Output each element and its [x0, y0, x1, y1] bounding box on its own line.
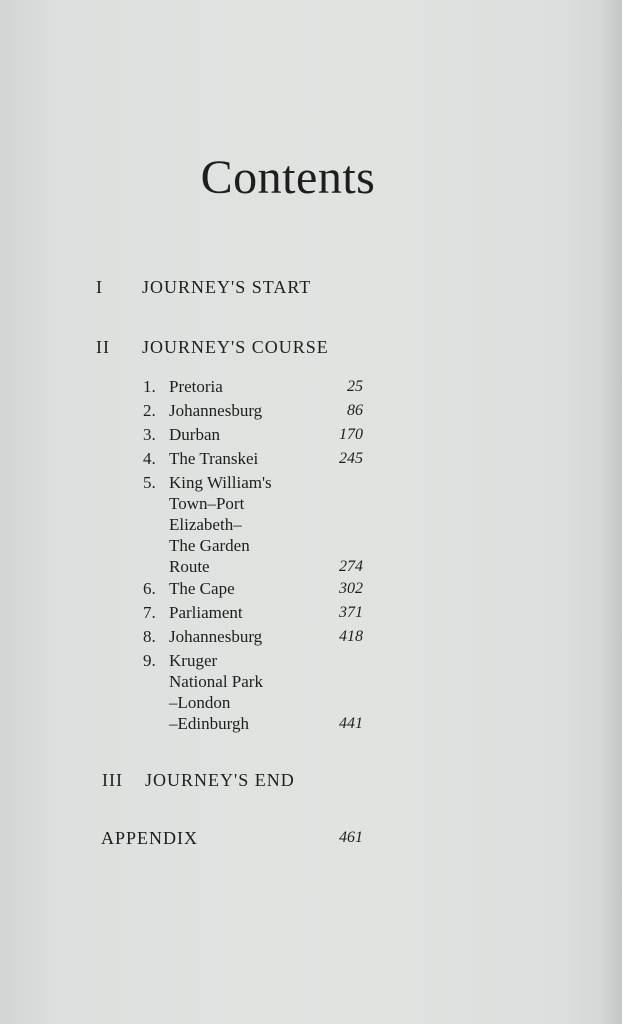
- chapter-title-line: Johannesburg: [169, 401, 263, 420]
- part-title: JOURNEY'S START: [142, 277, 312, 297]
- chapter-number: 1.: [143, 377, 156, 396]
- chapter-title: [169, 650, 299, 734]
- chapter-title: [169, 400, 299, 421]
- chapter-title-line: –Edinburgh: [169, 714, 249, 733]
- chapter-number: 6.: [143, 579, 156, 598]
- chapter-number: 4.: [143, 449, 156, 468]
- chapter-title-line: Pretoria: [169, 377, 223, 396]
- page-number: 170: [339, 426, 363, 443]
- toc-entry: [143, 650, 363, 734]
- page-number: 25: [347, 378, 363, 395]
- chapter-title-line: –London: [169, 693, 231, 712]
- chapter-title-line: Johannesburg: [169, 627, 263, 646]
- chapter-title: [169, 376, 299, 397]
- chapter-title-line: Kruger: [169, 651, 218, 670]
- chapter-number: 8.: [143, 627, 156, 646]
- toc-entry: [143, 472, 363, 577]
- chapter-title-line: Parliament: [169, 603, 243, 622]
- chapter-title: [169, 626, 299, 647]
- chapter-title-line: National Park: [169, 672, 263, 691]
- chapter-number: 7.: [143, 603, 156, 622]
- page-number: 441: [339, 715, 363, 732]
- page-edge-shadow: [600, 0, 622, 1024]
- appendix-page-number: 461: [339, 829, 363, 846]
- chapter-title-line: The Cape: [169, 579, 235, 598]
- page-number: 245: [339, 450, 363, 467]
- chapter-title-line: King William's: [169, 473, 272, 492]
- chapter-title-line: The Transkei: [169, 449, 259, 468]
- page-number: 418: [339, 628, 363, 645]
- chapter-title-line: Route: [169, 557, 210, 576]
- page-number: 274: [339, 558, 363, 575]
- page-number: 371: [339, 604, 363, 621]
- chapter-title-line: Elizabeth–: [169, 515, 242, 534]
- chapter-title: [169, 578, 299, 599]
- part-numeral: I: [96, 277, 103, 297]
- chapter-number: 3.: [143, 425, 156, 444]
- page-number: 302: [339, 580, 363, 597]
- chapter-title: [169, 424, 299, 445]
- page-number: 86: [347, 402, 363, 419]
- appendix-label: APPENDIX: [101, 828, 199, 848]
- part-numeral: III: [102, 770, 123, 790]
- chapter-title-line: Town–Port: [169, 494, 245, 513]
- chapter-title-line: The Garden: [169, 536, 250, 555]
- page-title: Contents: [200, 151, 376, 204]
- part-title: JOURNEY'S COURSE: [142, 337, 329, 357]
- part-title: JOURNEY'S END: [145, 770, 295, 790]
- chapter-number: 5.: [143, 473, 156, 492]
- chapter-title: [169, 448, 299, 469]
- chapter-title: [169, 472, 299, 577]
- chapter-number: 2.: [143, 401, 156, 420]
- part-numeral: II: [96, 337, 110, 357]
- chapter-title: [169, 602, 299, 623]
- chapter-number: 9.: [143, 651, 156, 670]
- chapter-title-line: Durban: [169, 425, 220, 444]
